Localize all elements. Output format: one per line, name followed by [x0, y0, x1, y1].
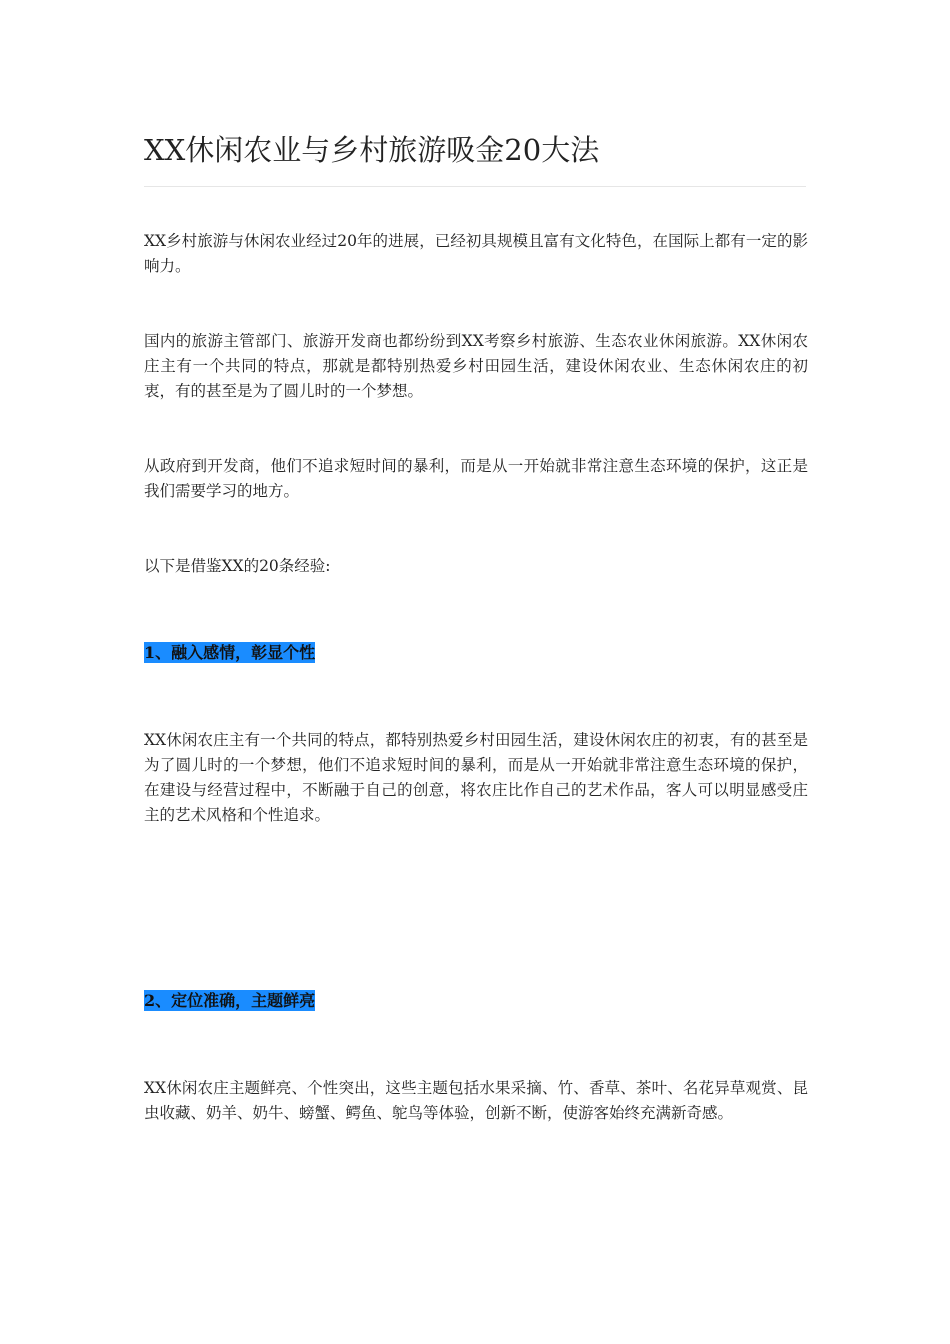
title-divider	[144, 186, 806, 187]
intro-paragraph-3: 从政府到开发商，他们不追求短时间的暴利，而是从一开始就非常注意生态环境的保护，这正是我们需要学习的地方。	[144, 457, 808, 500]
section-heading-2-text: 2、定位准确，主题鲜亮	[144, 991, 316, 1010]
section-body-2: XX休闲农庄主题鲜亮、个性突出，这些主题包括水果采摘、竹、香草、茶叶、名花异草观赏、昆虫收藏、奶羊、奶牛、螃蟹、鳄鱼、鸵鸟等体验，创新不断，使游客始终充满新奇感。	[144, 1079, 808, 1122]
section-heading-2	[144, 990, 315, 1012]
section-body-1: XX休闲农庄主有一个共同的特点，都特别热爱乡村田园生活，建设休闲农庄的初衷，有的甚至是为了圆儿时的一个梦想，他们不追求短时间的暴利，而是从一开始就非常注意生态环境的保护，在建设与经营过程中，不断融于自己的创意，将农庄比作自己的艺术作品，客人可以明显感受庄主的艺术风格和个性追求。	[144, 731, 808, 824]
intro-paragraph-4: 以下是借鉴XX的20条经验:	[144, 557, 331, 575]
section-heading-1-text: 1、融入感情，彰显个性	[144, 643, 316, 662]
intro-paragraph-2: 国内的旅游主管部门、旅游开发商也都纷纷到XX考察乡村旅游、生态农业休闲旅游。XX休闲农庄主有一个共同的特点，那就是都特别热爱乡村田园生活，建设休闲农业、生态休闲农庄的初衷，有的甚至是为了圆儿时的一个梦想。	[144, 332, 808, 400]
section-heading-1	[144, 642, 315, 664]
intro-paragraph-1: XX乡村旅游与休闲农业经过20年的进展，已经初具规模且富有文化特色，在国际上都有一定的影响力。	[144, 232, 808, 275]
document-title: XX休闲农业与乡村旅游吸金20大法	[144, 133, 600, 167]
